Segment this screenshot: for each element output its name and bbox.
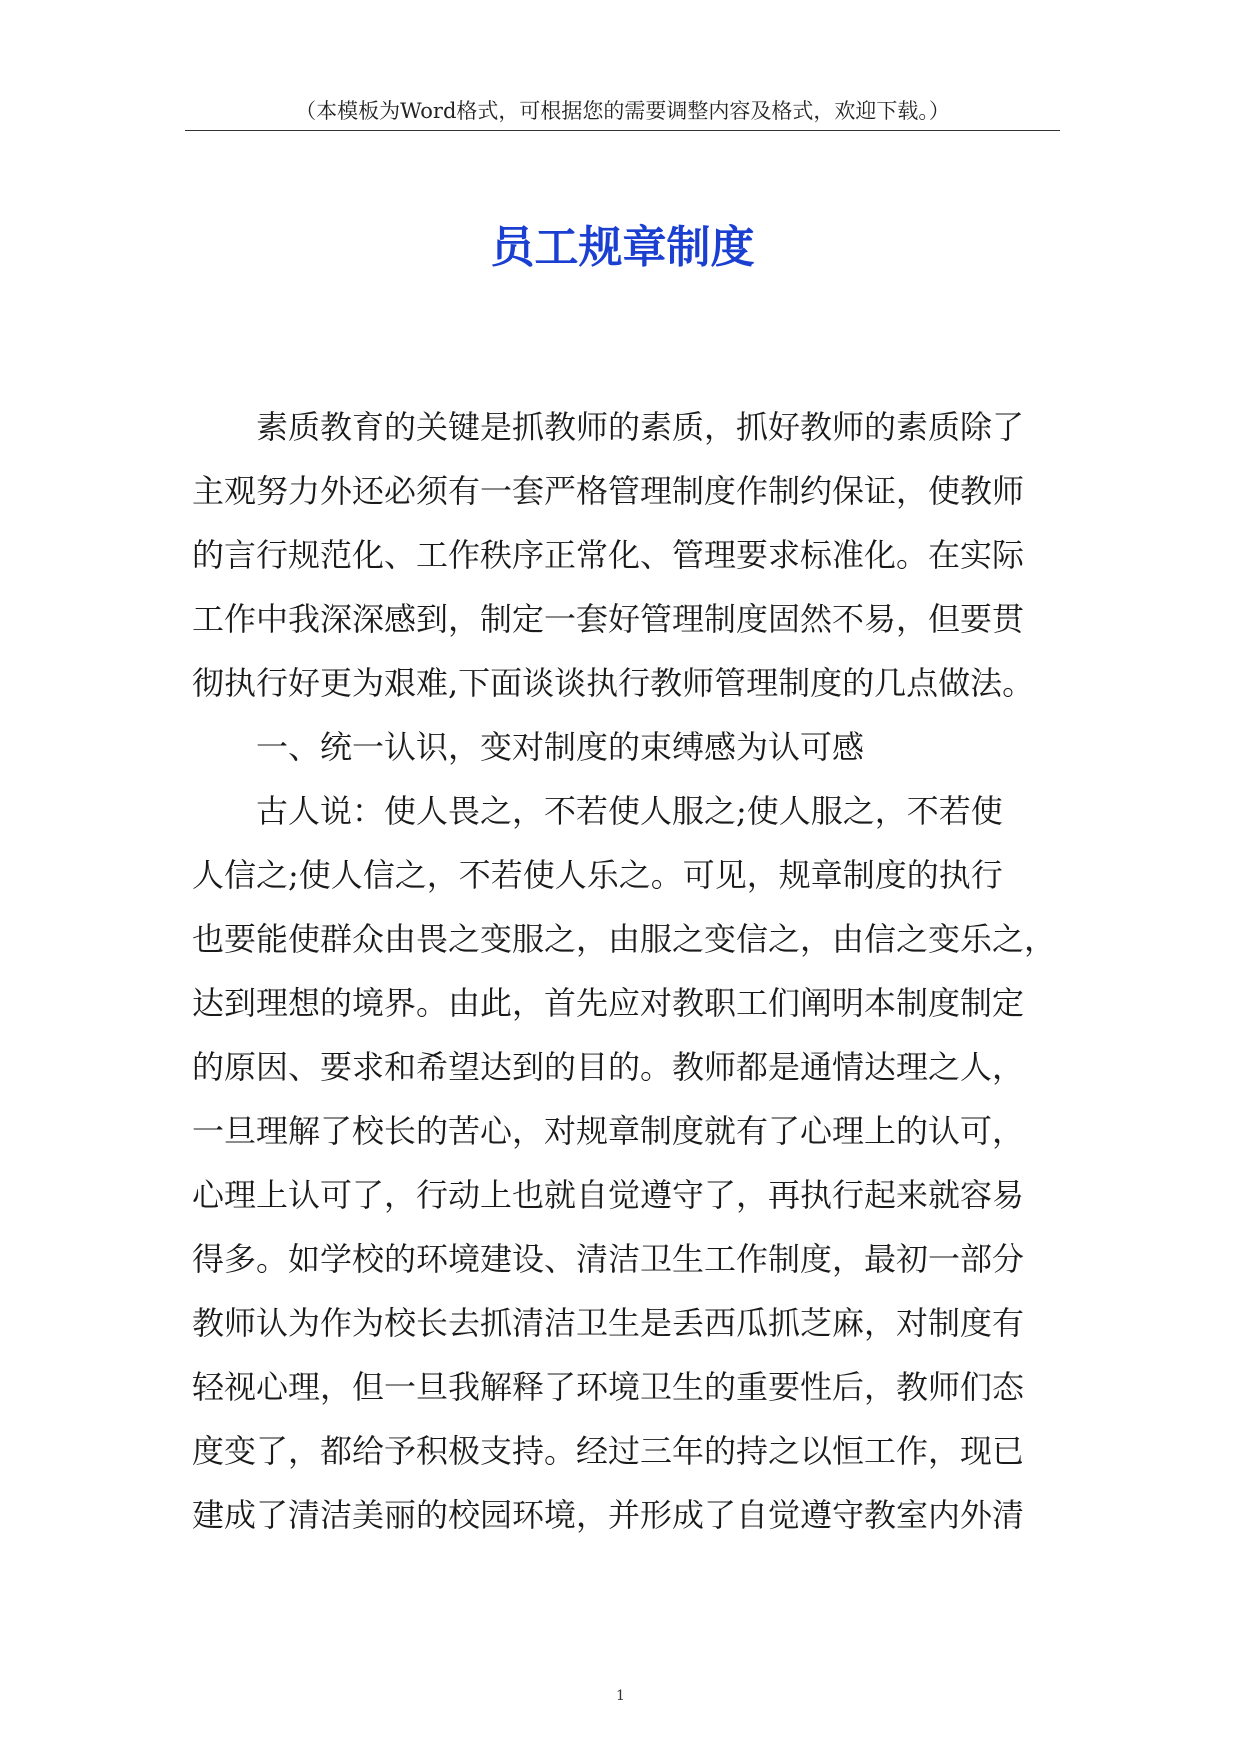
text-line: 人信之;使人信之，不若使人乐之。可见，规章制度的执行 <box>192 856 1003 894</box>
text-line: 心理上认可了，行动上也就自觉遵守了，再执行起来就容易 <box>192 1176 1025 1214</box>
text-line: 彻执行好更为艰难,下面谈谈执行教师管理制度的几点做法。 <box>192 664 1035 702</box>
text-line: 得多。如学校的环境建设、清洁卫生工作制度，最初一部分 <box>192 1240 1025 1278</box>
paragraph <box>192 779 1062 1547</box>
text-line: 教师认为作为校长去抓清洁卫生是丢西瓜抓芝麻，对制度有 <box>192 1304 1025 1342</box>
header-note: （本模板为Word格式，可根据您的需要调整内容及格式，欢迎下载。） <box>295 99 950 123</box>
text-line: 工作中我深深感到，制定一套好管理制度固然不易，但要贯 <box>192 600 1025 638</box>
text-line: 一、统一认识，变对制度的束缚感为认可感 <box>256 728 865 766</box>
text-line: 建成了清洁美丽的校园环境，并形成了自觉遵守教室内外清 <box>192 1496 1025 1534</box>
header-divider <box>185 130 1060 131</box>
text-line: 度变了，都给予积极支持。经过三年的持之以恒工作，现已 <box>192 1432 1025 1470</box>
text-line: 轻视心理，但一旦我解释了环境卫生的重要性后，教师们态 <box>192 1368 1025 1406</box>
text-line: 达到理想的境界。由此，首先应对教职工们阐明本制度制定 <box>192 984 1025 1022</box>
text-line: 古人说：使人畏之，不若使人服之;使人服之，不若使 <box>256 792 1003 830</box>
paragraph <box>192 395 1062 715</box>
text-line: 的原因、要求和希望达到的目的。教师都是通情达理之人， <box>192 1048 1025 1086</box>
text-line: 主观努力外还必须有一套严格管理制度作制约保证，使教师 <box>192 472 1025 510</box>
document-body <box>192 395 1062 1547</box>
text-line: 也要能使群众由畏之变服之，由服之变信之，由信之变乐之， <box>192 920 1057 958</box>
text-line: 一旦理解了校长的苦心，对规章制度就有了心理上的认可， <box>192 1112 1025 1150</box>
text-line: 的言行规范化、工作秩序正常化、管理要求标准化。在实际 <box>192 536 1025 574</box>
document-title: 员工规章制度 <box>490 222 755 273</box>
section-heading <box>192 715 1062 779</box>
text-line: 素质教育的关键是抓教师的素质，抓好教师的素质除了 <box>256 408 1025 446</box>
page-number: 1 <box>616 1688 625 1704</box>
